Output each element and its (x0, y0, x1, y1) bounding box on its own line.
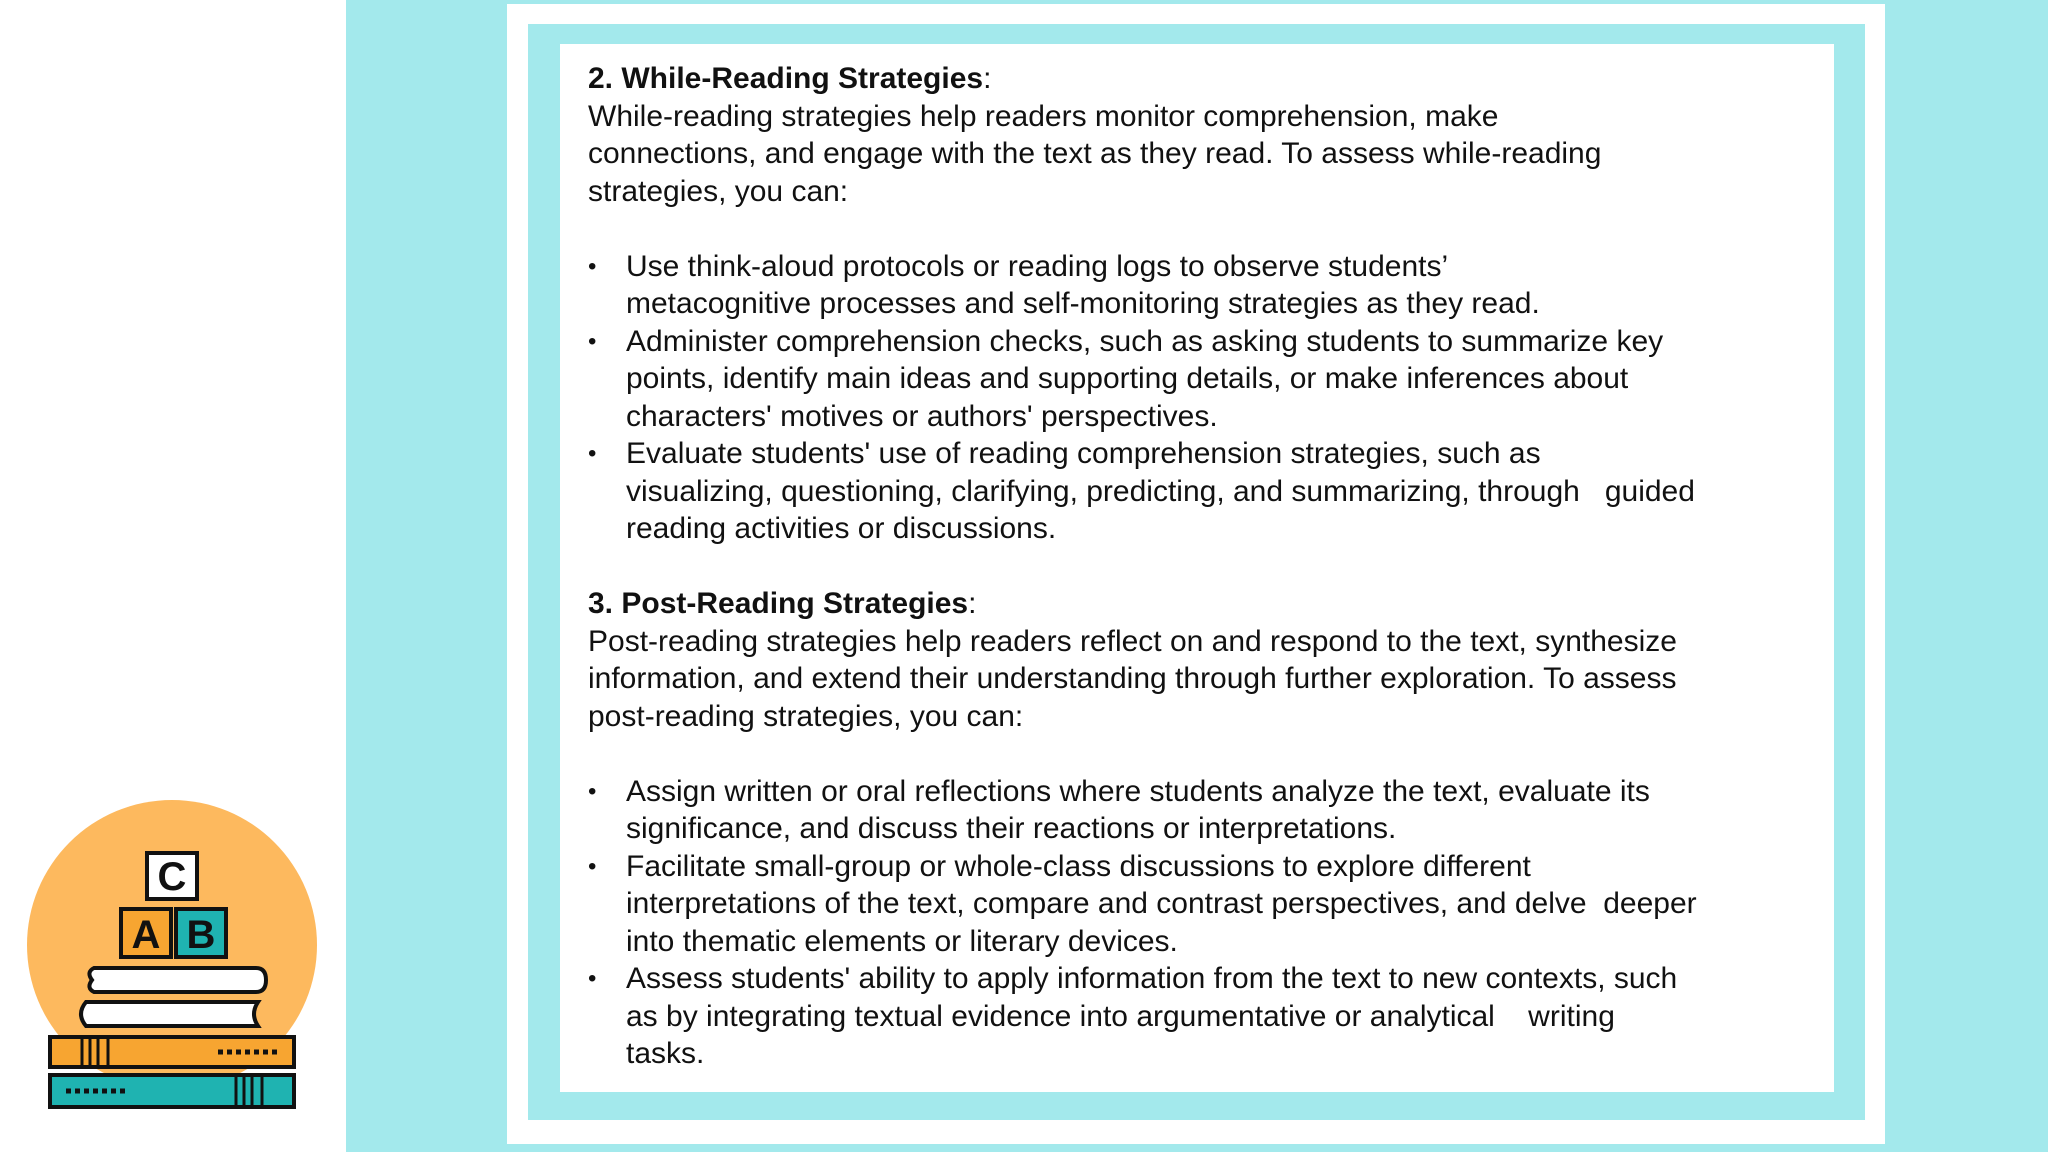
book-white-middle (81, 1002, 258, 1026)
block-b-letter: B (186, 913, 216, 957)
section-2-bullet-list (588, 248, 1788, 548)
section-3-intro: Post-reading strategies help readers reflect on and respond to the text, synthesize information, and extend their understanding through further exploration. To assess post-reading strategies, you can: (588, 624, 1677, 733)
block-c-letter: C (157, 855, 187, 899)
section-2-heading: 2. While-Reading Strategies: (588, 62, 992, 95)
section-2-intro: While-reading strategies help readers monitor comprehension, make connections, and engage with the text as they read. To assess while-reading strategies, you can: (588, 99, 1602, 208)
list-item: • Use think-aloud protocols or reading logs to observe students’ metacognitive processes and self-monitoring strategies as they read. (588, 249, 1540, 320)
abc-blocks-books-icon (26, 800, 326, 1120)
list-item: • Administer comprehension checks, such as asking students to summarize key points, identify main ideas and supporting details, or make inferences about characters' motives or authors' perspectives. (588, 324, 1664, 433)
list-item: • Evaluate students' use of reading comprehension strategies, such as visualizing, questioning, clarifying, predicting, and summarizing, through guided reading activities or discussions. (588, 437, 1695, 545)
block-a-letter: A (131, 913, 161, 957)
section-3-heading: 3. Post-Reading Strategies: (588, 587, 977, 620)
list-item: • Facilitate small-group or whole-class discussions to explore different interpretations of the text, compare and contrast perspectives, and delve deeper into thematic elements or literary devices. (588, 849, 1697, 958)
book-white-top (89, 968, 266, 992)
section-3-bullet-list (588, 773, 1788, 1073)
list-item: • Assess students' ability to apply information from the text to new contexts, such as by integrating textual evidence into argumentative or analytical writing tasks. (588, 962, 1678, 1070)
list-item: • Assign written or oral reflections where students analyze the text, evaluate its significance, and discuss their reactions or interpretations. (588, 774, 1650, 845)
content-text (588, 60, 1788, 1073)
